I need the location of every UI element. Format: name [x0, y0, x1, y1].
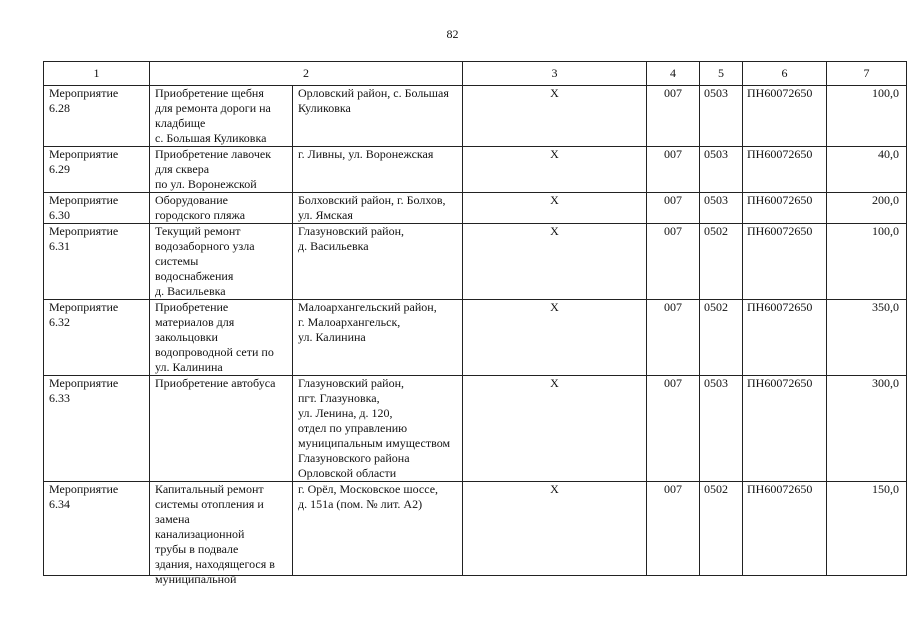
col6-value: ПН60072650 [743, 376, 827, 482]
event-location: г. Орёл, Московское шоссе, д. 151а (пом. № лит. А2) [293, 482, 463, 576]
event-location: Глазуновский район, пгт. Глазуновка, ул. Ленина, д. 120, отдел по управлению муниципальным имуществом Глазуновского района Орловской области [293, 376, 463, 482]
header-col-4: 4 [647, 62, 700, 86]
col5-value: 0502 [700, 300, 743, 376]
event-location: Малоархангельский район, г. Малоархангельск, ул. Калинина [293, 300, 463, 376]
table-header-row [44, 62, 907, 86]
col7-value: 300,0 [827, 376, 907, 482]
header-col-3: 3 [463, 62, 647, 86]
col3-value: Х [463, 300, 647, 376]
col6-value: ПН60072650 [743, 86, 827, 147]
col6-value: ПН60072650 [743, 482, 827, 576]
header-col-2: 2 [150, 62, 463, 86]
col4-value: 007 [647, 193, 700, 224]
table-row [44, 147, 907, 193]
budget-table [43, 61, 907, 586]
header-col-1: 1 [44, 62, 150, 86]
col5-value: 0503 [700, 86, 743, 147]
col3-value: Х [463, 482, 647, 576]
page-number: 82 [446, 27, 459, 41]
col3-value: Х [463, 224, 647, 300]
header-col-6: 6 [743, 62, 827, 86]
event-location: г. Ливны, ул. Воронежская [293, 147, 463, 193]
event-location: Орловский район, с. Большая Куликовка [293, 86, 463, 147]
header-col-7: 7 [827, 62, 907, 86]
event-number: Мероприятие 6.31 [44, 224, 150, 300]
table-row [44, 300, 907, 376]
col7-value: 350,0 [827, 300, 907, 376]
col6-value: ПН60072650 [743, 224, 827, 300]
col3-value: Х [463, 147, 647, 193]
col7-value: 150,0 [827, 482, 907, 576]
col7-value: 100,0 [827, 224, 907, 300]
col3-value: Х [463, 193, 647, 224]
col3-value: Х [463, 86, 647, 147]
event-name: Оборудование городского пляжа [150, 193, 293, 224]
col4-value: 007 [647, 482, 700, 576]
event-number: Мероприятие 6.33 [44, 376, 150, 482]
event-number: Мероприятие 6.32 [44, 300, 150, 376]
col4-value: 007 [647, 147, 700, 193]
col3-value: Х [463, 376, 647, 482]
table-row [44, 482, 907, 576]
col7-value: 200,0 [827, 193, 907, 224]
col7-value: 40,0 [827, 147, 907, 193]
col6-value: ПН60072650 [743, 193, 827, 224]
col5-value: 0503 [700, 376, 743, 482]
col5-value: 0502 [700, 482, 743, 576]
header-col-5: 5 [700, 62, 743, 86]
event-name: Приобретение автобуса [150, 376, 293, 482]
col5-value: 0503 [700, 193, 743, 224]
event-number: Мероприятие 6.28 [44, 86, 150, 147]
col4-value: 007 [647, 376, 700, 482]
col4-value: 007 [647, 86, 700, 147]
event-number: Мероприятие 6.29 [44, 147, 150, 193]
col7-value: 100,0 [827, 86, 907, 147]
event-name: Приобретение щебня для ремонта дороги на кладбище с. Большая Куликовка [150, 86, 293, 147]
col4-value: 007 [647, 224, 700, 300]
event-number: Мероприятие 6.30 [44, 193, 150, 224]
table-row [44, 193, 907, 224]
col6-value: ПН60072650 [743, 300, 827, 376]
table-row [44, 376, 907, 482]
table-row [44, 224, 907, 300]
event-name: Приобретение лавочек для сквера по ул. Воронежской [150, 147, 293, 193]
event-name: Текущий ремонт водозаборного узла системы водоснабжения д. Васильевка [150, 224, 293, 300]
col4-value: 007 [647, 300, 700, 376]
col6-value: ПН60072650 [743, 147, 827, 193]
event-location: Болховский район, г. Болхов, ул. Ямская [293, 193, 463, 224]
event-name: Капитальный ремонт системы отопления и замена канализационной трубы в подвале здания, находящегося в муниципальной [150, 482, 293, 576]
table-row [44, 86, 907, 147]
event-name: Приобретение материалов для закольцовки водопроводной сети по ул. Калинина [150, 300, 293, 376]
event-number: Мероприятие 6.34 [44, 482, 150, 576]
col5-value: 0503 [700, 147, 743, 193]
event-location: Глазуновский район, д. Васильевка [293, 224, 463, 300]
col5-value: 0502 [700, 224, 743, 300]
